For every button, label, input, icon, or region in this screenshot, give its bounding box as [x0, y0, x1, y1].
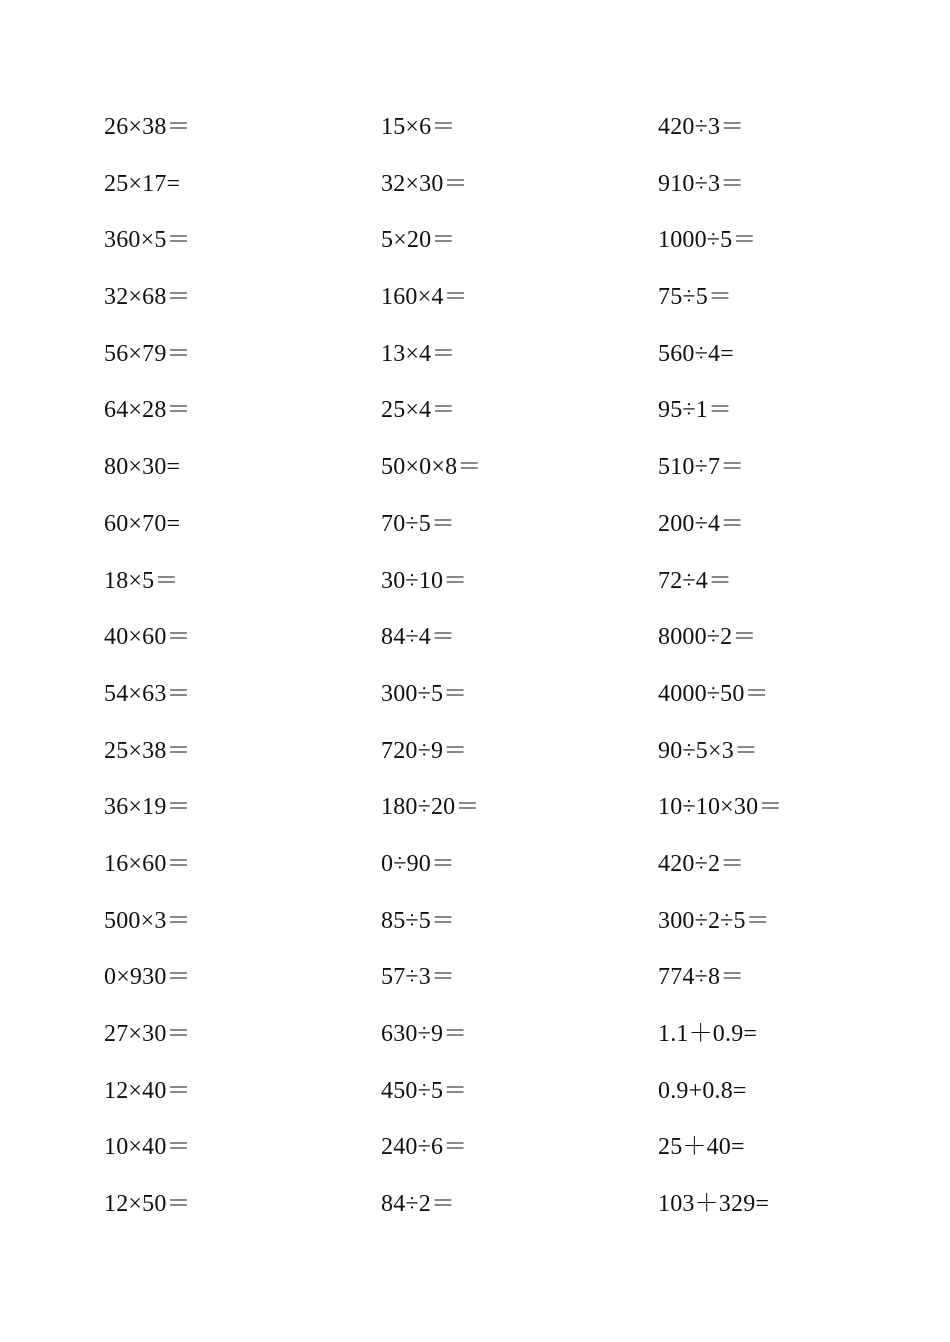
math-problem: 300÷2÷5＝	[658, 907, 770, 934]
math-problem: 30÷10＝	[381, 567, 468, 594]
math-problem: 25＋40=	[658, 1134, 745, 1161]
math-problem: 560÷4=	[658, 340, 734, 367]
math-problem: 13×4＝	[381, 340, 456, 367]
math-problem: 15×6＝	[381, 114, 456, 140]
math-problem: 12×40＝	[104, 1077, 191, 1104]
math-problem: 25×4＝	[381, 397, 456, 424]
math-problem: 75÷5＝	[658, 284, 733, 311]
math-problem: 910÷3＝	[658, 170, 745, 197]
math-problem: 40×60＝	[104, 624, 191, 651]
math-problem: 32×68＝	[104, 284, 191, 311]
math-problem: 85÷5＝	[381, 907, 456, 934]
math-problem: 200÷4＝	[658, 510, 745, 537]
math-problem: 36×19＝	[104, 794, 191, 821]
math-problem: 60×70=	[104, 510, 181, 537]
math-problem: 160×4＝	[381, 284, 468, 311]
math-problem: 12×50＝	[104, 1191, 191, 1218]
math-problem: 72÷4＝	[658, 567, 733, 594]
math-problem: 510÷7＝	[658, 454, 745, 481]
math-problem: 180÷20＝	[381, 794, 480, 821]
math-problem: 240÷6＝	[381, 1134, 468, 1161]
math-problem: 1.1＋0.9=	[658, 1021, 758, 1047]
math-problem: 0×930＝	[104, 964, 191, 991]
math-problem: 420÷2＝	[658, 850, 745, 877]
math-problem: 103＋329=	[658, 1191, 770, 1218]
math-problem: 32×30＝	[381, 170, 468, 197]
math-problem: 25×17=	[104, 170, 181, 197]
math-problem: 10×40＝	[104, 1134, 191, 1161]
math-problem: 50×0×8＝	[381, 454, 482, 481]
math-problem: 300÷5＝	[381, 680, 468, 707]
math-problem: 5×20＝	[381, 227, 456, 254]
math-problem: 1000÷5＝	[658, 227, 757, 254]
math-problem: 10÷10×30＝	[658, 794, 783, 821]
math-problem: 774÷8＝	[658, 964, 745, 991]
math-problem: 360×5＝	[104, 227, 191, 254]
math-problem: 720÷9＝	[381, 737, 468, 764]
math-problem: 84÷4＝	[381, 624, 456, 651]
math-problem: 25×38＝	[104, 737, 191, 764]
math-problem: 8000÷2＝	[658, 624, 757, 651]
math-problem: 27×30＝	[104, 1021, 191, 1047]
math-problem: 90÷5×3＝	[658, 737, 759, 764]
math-problem: 16×60＝	[104, 850, 191, 877]
math-problem: 70÷5＝	[381, 510, 456, 537]
math-problem: 0÷90＝	[381, 850, 456, 877]
math-problem: 420÷3＝	[658, 114, 745, 140]
math-problem: 0.9+0.8=	[658, 1077, 747, 1104]
math-problem: 84÷2＝	[381, 1191, 456, 1218]
problem-grid	[104, 104, 924, 1238]
math-problem: 57÷3＝	[381, 964, 456, 991]
math-problem: 54×63＝	[104, 680, 191, 707]
math-problem: 4000÷50＝	[658, 680, 769, 707]
math-problem: 26×38＝	[104, 114, 191, 140]
math-problem: 80×30=	[104, 454, 181, 481]
math-problem: 500×3＝	[104, 907, 191, 934]
math-problem: 450÷5＝	[381, 1077, 468, 1104]
math-problem: 18×5＝	[104, 567, 179, 594]
math-problem: 630÷9＝	[381, 1021, 468, 1047]
math-problem: 56×79＝	[104, 340, 191, 367]
math-problem: 64×28＝	[104, 397, 191, 424]
math-problem: 95÷1＝	[658, 397, 733, 424]
